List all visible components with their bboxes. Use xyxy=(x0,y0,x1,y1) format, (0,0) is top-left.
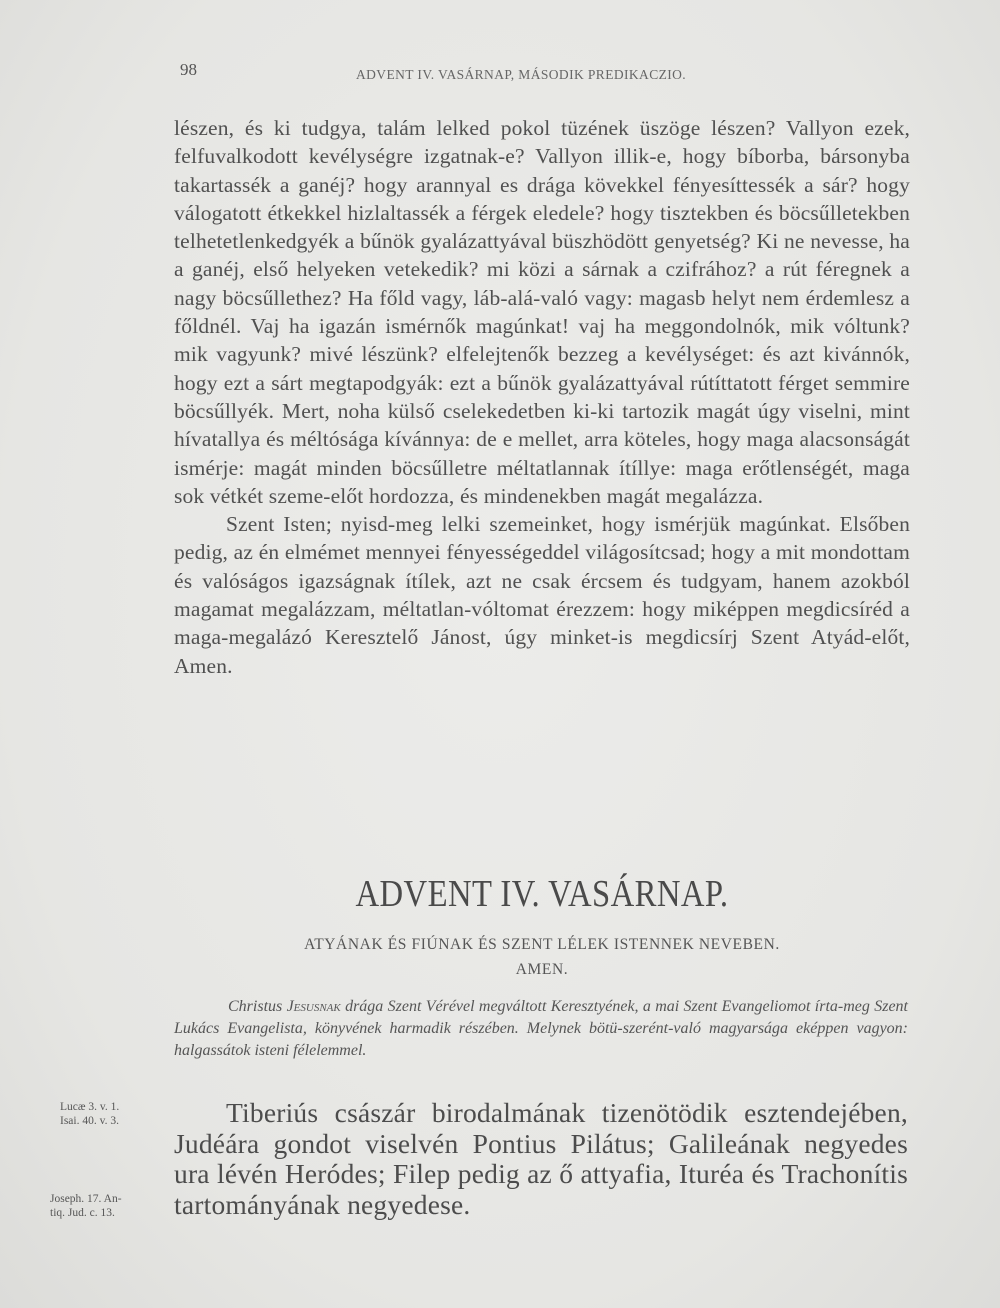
running-head: ADVENT IV. VASÁRNAP, MÁSODIK PREDIKACZIO. xyxy=(356,67,687,82)
invocation-line: AMEN. xyxy=(515,961,569,978)
paragraph: Szent Isten; nyisd-meg lelki szemeinket, hogy ismérjük magúnkat. Elsőben pedig, az én elmémet mennyei fényességeddel világosítcsad; hogy a mit mondottam és valóságos igazságnak ítílek, azt ne csak ércsem és tudgyam, hanem azokból magamat megalázzam, méltatlan-vóltomat érezzem: hogy miképpen megdicsíréd a maga-megalázó Keresztelő Jánost, úgy minket-is megdicsírj Szent Atyád-előt, Amen. xyxy=(174,512,910,678)
intro-text-rest: drága Szent Vérével megváltott Keresztyének, a mai Szent Evangeliomot írta-meg Szent Lukács Evangelista, könyvének harmadik részében. Melynek bötü-szerént-való magyarsága eképpen vagyon: halgassátok isteni félelemmel. xyxy=(174,998,909,1060)
margin-note-line: Lucæ 3. v. 1. xyxy=(60,1101,120,1113)
gospel-paragraph: Tiberiús császár birodalmának tizenötödik esztendejében, Judéára gondot viselvén Pontius Pilátus; Galileának negyedes ura lévén Heródes; Filep pedig az ő attyafia, Ituréa és Trachonítis tartományának negyedese. xyxy=(174,1097,908,1220)
page-header xyxy=(180,60,920,90)
invocation-line: ATYÁNAK ÉS FIÚNAK ÉS SZENT LÉLEK ISTENNEK NEVEBEN. xyxy=(304,936,780,953)
body-text xyxy=(174,114,910,680)
margin-note-line: tiq. Jud. c. 13. xyxy=(50,1207,115,1219)
page-number: 98 xyxy=(180,60,197,79)
margin-note-line: Isai. 40. v. 3. xyxy=(60,1115,119,1127)
intro-text xyxy=(174,996,908,1063)
intro-small-caps: Jesusnak xyxy=(286,998,341,1015)
margin-note-1 xyxy=(60,1100,170,1128)
intro-text-start: Christus xyxy=(228,998,287,1015)
margin-note-2 xyxy=(50,1192,170,1220)
paragraph: lészen, és ki tudgya, talám lelked pokol tüzének üszöge lészen? Vallyon ezek, felfuvalkodott kevélységre izgatnak-e? Vallyon illik-e, hogy bíborba, bársonyba takartassék a ganéj? hogy arannyal es drága kövekkel fényesíttessék a sár? hogy válogatott étkekkel hizlaltassék a férgek eledele? hogy tisztekben és böcsűlletekben telhetetlenkedgyék a bűnök gyalázattyával büszhödött genyetség? Ki ne nevesse, ha a ganéj, első helyeken vetekedik? mi közi a sárnak a czifrához? a rút féregnek a nagy böcsűllethez? Ha főld vagy, láb-alá-való vagy: magasb helyt nem érdemlesz a főldnél. Vaj ha igazán ismérnők magúnkat! vaj ha meggondolnók, mik vóltunk? mik vagyunk? mivé lészünk? elfelejtenők bezzeg a kevélységet: és azt kivánnók, hogy ezt a sárt megtapodgyák: ezt a bűnök gyalázattyával rútíttatott férget semmire böcsűllyék. Mert, noha külső cselekedetben ki-ki tartozik magát úgy viselni, mint hívatallya és méltósága kívánnya: de e mellet, arra köteles, hogy maga alacsonságát ismérje: magát minden böcsűlletre méltatlannak ítíllye: maga erőtlenségét, maga sok vétkét szeme-előt hordozza, és mindenekben magát megalázza. xyxy=(174,116,910,508)
invocation xyxy=(174,932,910,982)
margin-note-line: Joseph. 17. An- xyxy=(50,1193,122,1205)
gospel-text xyxy=(174,1098,908,1220)
intro-paragraph xyxy=(174,996,908,1063)
section-title: ADVENT IV. VASÁRNAP. xyxy=(355,873,729,915)
